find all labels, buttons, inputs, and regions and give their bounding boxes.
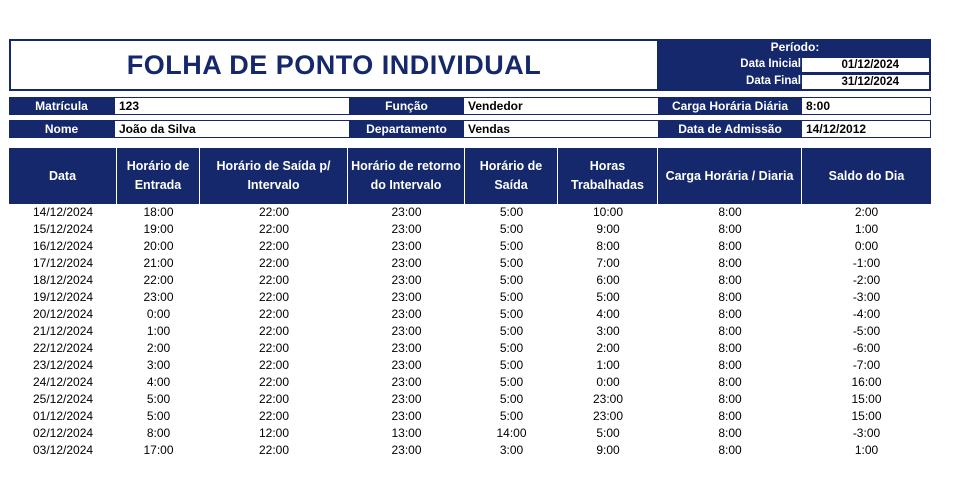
- header-retorno-intervalo: Horário de retorno do Intervalo: [348, 148, 465, 204]
- table-row: [9, 306, 931, 323]
- table-cell[interactable]: 8:00: [718, 256, 742, 270]
- table-cell[interactable]: 5:00: [499, 341, 524, 355]
- table-cell[interactable]: 8:00: [718, 324, 742, 338]
- table-cell[interactable]: 5:00: [499, 375, 524, 389]
- header-carga-diaria: Carga Horária / Diaria: [658, 148, 802, 204]
- table-cell[interactable]: 24/12/2024: [33, 375, 94, 389]
- table-cell[interactable]: 16:00: [851, 375, 882, 389]
- table-cell[interactable]: 5:00: [499, 307, 524, 321]
- table-cell[interactable]: 0:00: [596, 375, 620, 389]
- table-cell[interactable]: 10:00: [592, 205, 624, 219]
- table-cell[interactable]: 22:00: [258, 239, 290, 253]
- period-title: Período:: [770, 40, 820, 54]
- table-cell[interactable]: 22:00: [258, 358, 290, 372]
- table-cell[interactable]: 2:00: [596, 341, 620, 355]
- table-cell[interactable]: 23:00: [391, 239, 422, 253]
- table-cell[interactable]: 23:00: [391, 324, 422, 338]
- nome-label: Nome: [9, 120, 114, 138]
- table-cell[interactable]: 0:00: [854, 239, 879, 253]
- admissao-field[interactable]: 14/12/2012: [801, 120, 931, 138]
- table-cell[interactable]: 23:00: [391, 392, 422, 406]
- table-row: [9, 272, 931, 289]
- table-cell[interactable]: 8:00: [718, 205, 742, 219]
- table-cell[interactable]: -2:00: [852, 273, 881, 287]
- table-cell[interactable]: -1:00: [852, 256, 881, 270]
- table-cell[interactable]: -5:00: [852, 324, 881, 338]
- table-cell[interactable]: 22:00: [258, 409, 290, 423]
- table-cell[interactable]: 15:00: [851, 392, 882, 406]
- table-cell[interactable]: 1:00: [854, 222, 879, 236]
- table-cell[interactable]: 16/12/2024: [33, 239, 94, 253]
- table-cell[interactable]: 19/12/2024: [33, 290, 94, 304]
- table-cell[interactable]: -3:00: [852, 426, 881, 440]
- table-cell[interactable]: 23:00: [391, 375, 422, 389]
- table-cell[interactable]: 8:00: [146, 426, 171, 440]
- table-row: [9, 391, 931, 408]
- table-cell[interactable]: 22:00: [258, 324, 290, 338]
- funcao-field[interactable]: Vendedor: [463, 97, 659, 115]
- table-cell[interactable]: 3:00: [499, 443, 524, 457]
- table-cell[interactable]: 23:00: [592, 392, 624, 406]
- table-cell[interactable]: 22:00: [258, 222, 290, 236]
- table-cell[interactable]: 5:00: [499, 222, 524, 236]
- table-cell[interactable]: 20/12/2024: [33, 307, 94, 321]
- table-cell[interactable]: 1:00: [146, 324, 171, 338]
- table-row: [9, 442, 931, 459]
- header-entrada: Horário de Entrada: [117, 148, 200, 204]
- table-cell[interactable]: 15:00: [851, 409, 882, 423]
- table-cell[interactable]: 8:00: [718, 409, 742, 423]
- period-box: [659, 39, 931, 91]
- departamento-field[interactable]: Vendas: [463, 120, 659, 138]
- table-cell[interactable]: 8:00: [596, 239, 620, 253]
- table-cell[interactable]: 5:00: [146, 392, 171, 406]
- table-cell[interactable]: 5:00: [146, 409, 171, 423]
- end-date-label: Data Final: [746, 75, 801, 87]
- table-cell[interactable]: 5:00: [499, 290, 524, 304]
- table-body: [9, 204, 931, 459]
- table-cell[interactable]: -4:00: [852, 307, 881, 321]
- matricula-label: Matrícula: [9, 97, 114, 115]
- table-cell[interactable]: 22:00: [258, 205, 290, 219]
- table-cell[interactable]: 2:00: [854, 205, 879, 219]
- table-cell[interactable]: 8:00: [718, 222, 742, 236]
- table-cell[interactable]: 13:00: [391, 426, 422, 440]
- table-cell[interactable]: 8:00: [718, 426, 742, 440]
- header-saida: Horário de Saída: [465, 148, 558, 204]
- table-cell[interactable]: 23:00: [391, 307, 422, 321]
- table-cell[interactable]: 5:00: [499, 409, 524, 423]
- table-cell[interactable]: 5:00: [596, 426, 620, 440]
- table-cell[interactable]: 1:00: [596, 358, 620, 372]
- table-cell[interactable]: 22:00: [258, 341, 290, 355]
- table-cell[interactable]: 5:00: [499, 324, 524, 338]
- table-cell[interactable]: 23:00: [391, 409, 422, 423]
- table-cell[interactable]: 22:00: [258, 443, 290, 457]
- table-cell[interactable]: 20:00: [143, 239, 174, 253]
- table-cell[interactable]: 12:00: [258, 426, 290, 440]
- table-cell[interactable]: 23:00: [143, 290, 174, 304]
- table-cell[interactable]: 22:00: [258, 273, 290, 287]
- table-row: [9, 340, 931, 357]
- header-horas-trabalhadas: Horas Trabalhadas: [558, 148, 658, 204]
- table-cell[interactable]: 22/12/2024: [33, 341, 94, 355]
- table-cell[interactable]: 8:00: [718, 375, 742, 389]
- end-date-value[interactable]: 31/12/2024: [802, 75, 929, 89]
- table-cell[interactable]: 22:00: [258, 392, 290, 406]
- table-cell[interactable]: 8:00: [718, 239, 742, 253]
- table-row: [9, 289, 931, 306]
- table-cell[interactable]: -7:00: [852, 358, 881, 372]
- table-cell[interactable]: 23:00: [391, 205, 422, 219]
- table-cell[interactable]: 5:00: [499, 273, 524, 287]
- table-cell[interactable]: 14/12/2024: [33, 205, 94, 219]
- table-row: [9, 221, 931, 238]
- table-cell[interactable]: 0:00: [146, 307, 171, 321]
- table-cell[interactable]: 15/12/2024: [33, 222, 94, 236]
- table-cell[interactable]: 1:00: [854, 443, 879, 457]
- table-cell[interactable]: 21:00: [143, 256, 174, 270]
- table-cell[interactable]: 8:00: [718, 290, 742, 304]
- departamento-label: Departamento: [350, 120, 463, 138]
- table-cell[interactable]: 9:00: [596, 443, 620, 457]
- header-saldo: Saldo do Dia: [828, 168, 905, 183]
- table-cell[interactable]: -3:00: [852, 290, 881, 304]
- table-cell[interactable]: 5:00: [499, 205, 524, 219]
- table-cell[interactable]: -6:00: [852, 341, 881, 355]
- table-cell[interactable]: 17/12/2024: [33, 256, 94, 270]
- table-cell[interactable]: 2:00: [146, 341, 171, 355]
- table-cell[interactable]: 3:00: [596, 324, 620, 338]
- table-cell[interactable]: 23:00: [391, 273, 422, 287]
- table-cell[interactable]: 23:00: [391, 358, 422, 372]
- table-cell[interactable]: 8:00: [718, 307, 742, 321]
- start-date-value[interactable]: 01/12/2024: [802, 58, 929, 72]
- table-cell[interactable]: 4:00: [596, 307, 620, 321]
- page-title: FOLHA DE PONTO INDIVIDUAL: [126, 49, 542, 80]
- table-cell[interactable]: 5:00: [499, 239, 524, 253]
- table-row: [9, 374, 931, 391]
- table-cell[interactable]: 23:00: [391, 290, 422, 304]
- table-cell[interactable]: 23:00: [391, 256, 422, 270]
- table-cell[interactable]: 23:00: [391, 443, 422, 457]
- table-row: [9, 204, 931, 221]
- table-cell[interactable]: 8:00: [718, 443, 742, 457]
- table-cell[interactable]: 14:00: [496, 426, 527, 440]
- table-cell[interactable]: 5:00: [499, 358, 524, 372]
- table-cell[interactable]: 21/12/2024: [33, 324, 94, 338]
- table-cell[interactable]: 01/12/2024: [33, 409, 94, 423]
- table-cell[interactable]: 22:00: [258, 307, 290, 321]
- table-cell[interactable]: 18:00: [143, 205, 174, 219]
- table-cell[interactable]: 22:00: [258, 290, 290, 304]
- admissao-label: Data de Admissão: [659, 120, 801, 138]
- funcao-label: Função: [350, 97, 463, 115]
- table-cell[interactable]: 7:00: [596, 256, 620, 270]
- table-row: [9, 323, 931, 340]
- table-cell[interactable]: 17:00: [143, 443, 174, 457]
- table-row: [9, 238, 931, 255]
- start-date-label: Data Inicial: [740, 58, 801, 70]
- table-cell[interactable]: 02/12/2024: [33, 426, 94, 440]
- table-row: [9, 255, 931, 272]
- header-saida-intervalo: Horário de Saída p/ Intervalo: [200, 148, 348, 204]
- nome-field[interactable]: João da Silva: [114, 120, 350, 138]
- table-cell[interactable]: 8:00: [718, 341, 742, 355]
- matricula-field[interactable]: 123: [114, 97, 350, 115]
- table-cell[interactable]: 22:00: [143, 273, 174, 287]
- table-cell[interactable]: 5:00: [596, 290, 620, 304]
- carga-field[interactable]: 8:00: [801, 97, 931, 115]
- carga-label: Carga Horária Diária: [659, 97, 801, 115]
- title-box: [9, 39, 659, 91]
- table-cell[interactable]: 5:00: [499, 392, 524, 406]
- table-cell[interactable]: 8:00: [718, 273, 742, 287]
- table-cell[interactable]: 03/12/2024: [33, 443, 94, 457]
- table-row: [9, 408, 931, 425]
- table-header: [9, 148, 931, 204]
- table-cell[interactable]: 4:00: [146, 375, 171, 389]
- table-row: [9, 425, 931, 442]
- table-cell[interactable]: 9:00: [596, 222, 620, 236]
- table-cell[interactable]: 23:00: [391, 222, 422, 236]
- table-cell[interactable]: 18/12/2024: [33, 273, 94, 287]
- header-data: Data: [9, 148, 117, 204]
- table-cell[interactable]: 22:00: [258, 375, 290, 389]
- table-cell[interactable]: 8:00: [718, 392, 742, 406]
- table-cell[interactable]: 23:00: [391, 341, 422, 355]
- table-cell[interactable]: 23/12/2024: [33, 358, 94, 372]
- table-cell[interactable]: 5:00: [499, 256, 524, 270]
- table-cell[interactable]: 22:00: [258, 256, 290, 270]
- table-cell[interactable]: 25/12/2024: [33, 392, 94, 406]
- table-cell[interactable]: 6:00: [596, 273, 620, 287]
- table-row: [9, 357, 931, 374]
- table-cell[interactable]: 8:00: [718, 358, 742, 372]
- table-cell[interactable]: 19:00: [143, 222, 174, 236]
- table-cell[interactable]: 23:00: [592, 409, 624, 423]
- table-cell[interactable]: 3:00: [146, 358, 171, 372]
